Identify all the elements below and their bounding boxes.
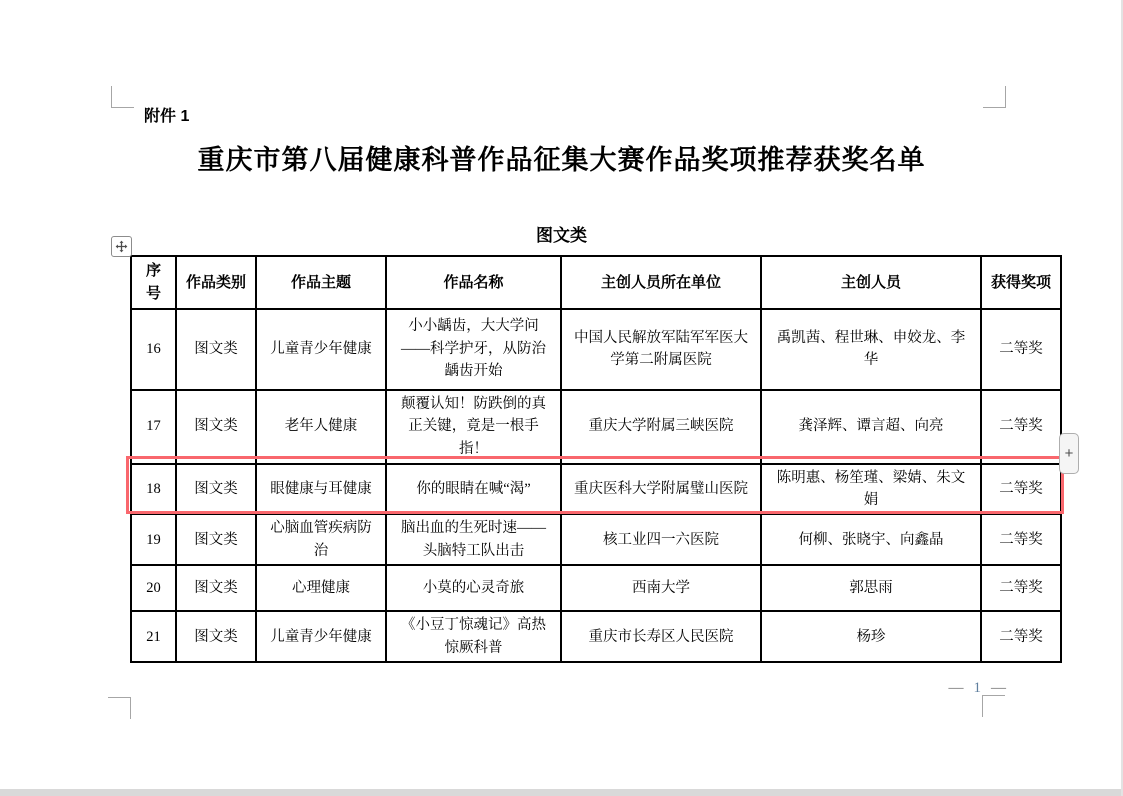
header-cell-no[interactable]: 序号 — [131, 256, 176, 309]
cell-name[interactable]: 脑出血的生死时速——头脑特工队出击 — [386, 514, 561, 565]
cell-no[interactable]: 20 — [131, 565, 176, 611]
cell-org[interactable]: 重庆医科大学附属璧山医院 — [561, 464, 761, 515]
award-table — [130, 255, 1062, 663]
insert-row-plus-button[interactable] — [1059, 433, 1079, 474]
header-cell-award[interactable]: 获得奖项 — [981, 256, 1061, 309]
margin-crop-mark-top-right — [983, 86, 1006, 108]
cell-org[interactable]: 中国人民解放军陆军军医大学第二附属医院 — [561, 309, 761, 390]
window-bottom-edge — [0, 789, 1123, 796]
section-label: 图文类 — [536, 226, 587, 245]
cell-award[interactable]: 二等奖 — [981, 390, 1061, 464]
attachment-label: 附件 1 — [144, 108, 190, 125]
plus-icon: + — [1064, 445, 1074, 462]
cell-no[interactable]: 21 — [131, 611, 176, 662]
header-row — [131, 256, 1061, 309]
cell-category[interactable]: 图文类 — [176, 514, 256, 565]
cell-award[interactable]: 二等奖 — [981, 514, 1061, 565]
cell-award[interactable]: 二等奖 — [981, 611, 1061, 662]
cell-org[interactable]: 西南大学 — [561, 565, 761, 611]
cell-award[interactable]: 二等奖 — [981, 565, 1061, 611]
cell-category[interactable]: 图文类 — [176, 390, 256, 464]
header-cell-category[interactable]: 作品类别 — [176, 256, 256, 309]
cell-creators[interactable]: 杨珍 — [761, 611, 981, 662]
move-cross-icon — [115, 240, 128, 253]
cell-creators[interactable]: 陈明惠、杨笙瑾、梁婧、朱文娟 — [761, 464, 981, 515]
cell-name[interactable]: 小莫的心灵奇旅 — [386, 565, 561, 611]
margin-crop-mark-bottom-right — [982, 695, 1005, 717]
page-number: 1 — [973, 680, 983, 696]
cell-name[interactable]: 颠覆认知！防跌倒的真正关键，竟是一根手指！ — [386, 390, 561, 464]
cell-creators[interactable]: 龚泽辉、谭言超、向亮 — [761, 390, 981, 464]
table-row-21 — [131, 611, 1061, 662]
cell-no[interactable]: 17 — [131, 390, 176, 464]
header-cell-theme[interactable]: 作品主题 — [256, 256, 386, 309]
page-number-dash-left: — — [948, 680, 966, 696]
cell-category[interactable]: 图文类 — [176, 611, 256, 662]
cell-award[interactable]: 二等奖 — [981, 309, 1061, 390]
cell-name[interactable]: 《小豆丁惊魂记》高热惊厥科普 — [386, 611, 561, 662]
cell-theme[interactable]: 儿童青少年健康 — [256, 309, 386, 390]
cell-org[interactable]: 重庆市长寿区人民医院 — [561, 611, 761, 662]
table-row-20 — [131, 565, 1061, 611]
cell-org[interactable]: 核工业四一六医院 — [561, 514, 761, 565]
cell-no[interactable]: 16 — [131, 309, 176, 390]
document-title: 重庆市第八届健康科普作品征集大赛作品奖项推荐获奖名单 — [197, 145, 926, 176]
cell-name[interactable]: 你的眼睛在喊“渴” — [386, 464, 561, 515]
margin-crop-mark-bottom-left — [108, 697, 131, 719]
header-cell-creators[interactable]: 主创人员 — [761, 256, 981, 309]
cell-theme[interactable]: 儿童青少年健康 — [256, 611, 386, 662]
cell-theme[interactable]: 心理健康 — [256, 565, 386, 611]
cell-award[interactable]: 二等奖 — [981, 464, 1061, 515]
table-row-16 — [131, 309, 1061, 390]
table-move-handle[interactable] — [111, 236, 132, 257]
cell-no[interactable]: 18 — [131, 464, 176, 515]
table-row-18-highlighted — [131, 464, 1061, 515]
cell-name[interactable]: 小小龋齿，大大学问——科学护牙，从防治龋齿开始 — [386, 309, 561, 390]
margin-crop-mark-top-left — [111, 86, 134, 108]
cell-theme[interactable]: 心脑血管疾病防治 — [256, 514, 386, 565]
table-row-17 — [131, 390, 1061, 464]
cell-theme[interactable]: 老年人健康 — [256, 390, 386, 464]
table-row-19 — [131, 514, 1061, 565]
cell-category[interactable]: 图文类 — [176, 565, 256, 611]
cell-creators[interactable]: 禹凯茜、程世琳、申姣龙、李华 — [761, 309, 981, 390]
header-cell-name[interactable]: 作品名称 — [386, 256, 561, 309]
cell-category[interactable]: 图文类 — [176, 309, 256, 390]
page-number-dash-right: — — [991, 680, 1008, 696]
cell-theme[interactable]: 眼健康与耳健康 — [256, 464, 386, 515]
cell-creators[interactable]: 何柳、张晓宇、向鑫晶 — [761, 514, 981, 565]
cell-category[interactable]: 图文类 — [176, 464, 256, 515]
cell-no[interactable]: 19 — [131, 514, 176, 565]
page-footer — [0, 680, 1008, 697]
cell-creators[interactable]: 郭思雨 — [761, 565, 981, 611]
cell-org[interactable]: 重庆大学附属三峡医院 — [561, 390, 761, 464]
header-cell-org[interactable]: 主创人员所在单位 — [561, 256, 761, 309]
